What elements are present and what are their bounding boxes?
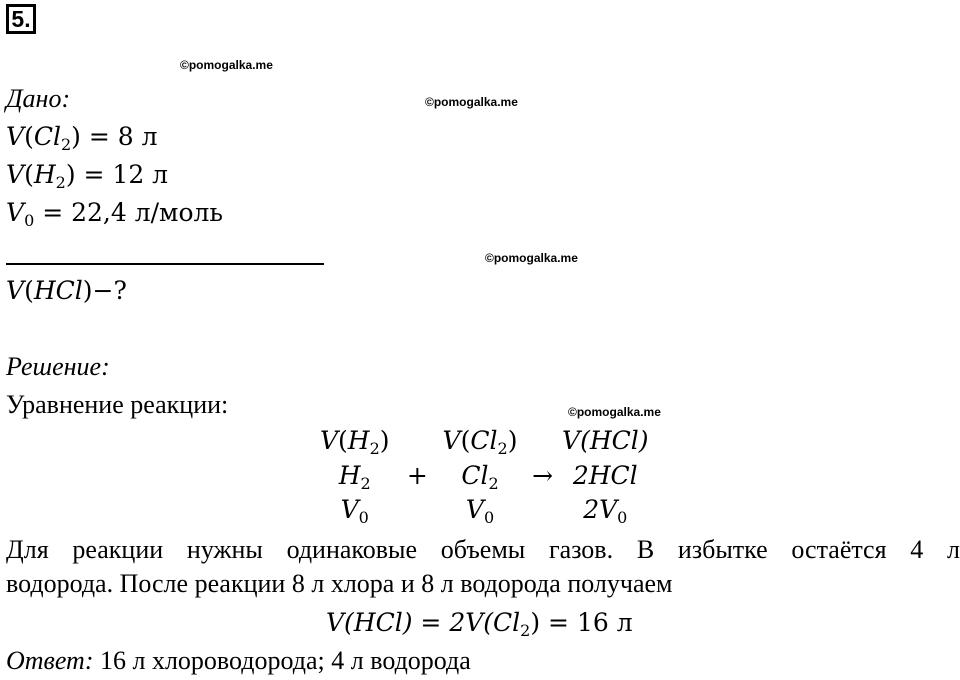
solution-heading: Решение: [6,352,110,381]
find-line: V(HCl)−? [6,276,127,305]
reaction-bottom-row: $V_0$ $V_0$ $2V_0$ [340,495,628,527]
given-line-cl2: $V(Cl_2) = 8$ л [6,122,158,154]
reaction-top-row: $V(H_2)$ $V(Cl_2)$ V(HCl) [319,426,649,458]
given-line-v0: $V_0 = 22,4$ л/моль [6,198,224,230]
given-heading: Дано: [6,84,71,113]
given-line-h2: $V(H_2) = 12$ л [6,160,169,192]
explanation-line-1: Для реакции нужны одинаковые объемы газов. В избытке остаётся 4 л [6,535,960,564]
watermark: ©pomogalka.me [485,251,578,265]
explanation-line-2: водорода. После реакции 8 л хлора и 8 л водорода получаем [6,569,673,598]
answer-line [6,646,471,676]
watermark: ©pomogalka.me [180,58,273,72]
reaction-equation: $H_2$ + $Cl_2$ → 2HCl [338,461,638,493]
divider-line [6,263,324,265]
watermark: ©pomogalka.me [568,405,661,419]
watermark: ©pomogalka.me [425,95,518,109]
problem-number: 5. [6,4,36,34]
answer-label: Ответ: [6,646,94,675]
result-equation: $V(HCl) = 2V(Cl_2) = 16$ л [326,608,633,640]
answer-text: 16 л хлороводорода; 4 л водорода [93,646,471,675]
equation-label: Уравнение реакции: [6,390,229,419]
